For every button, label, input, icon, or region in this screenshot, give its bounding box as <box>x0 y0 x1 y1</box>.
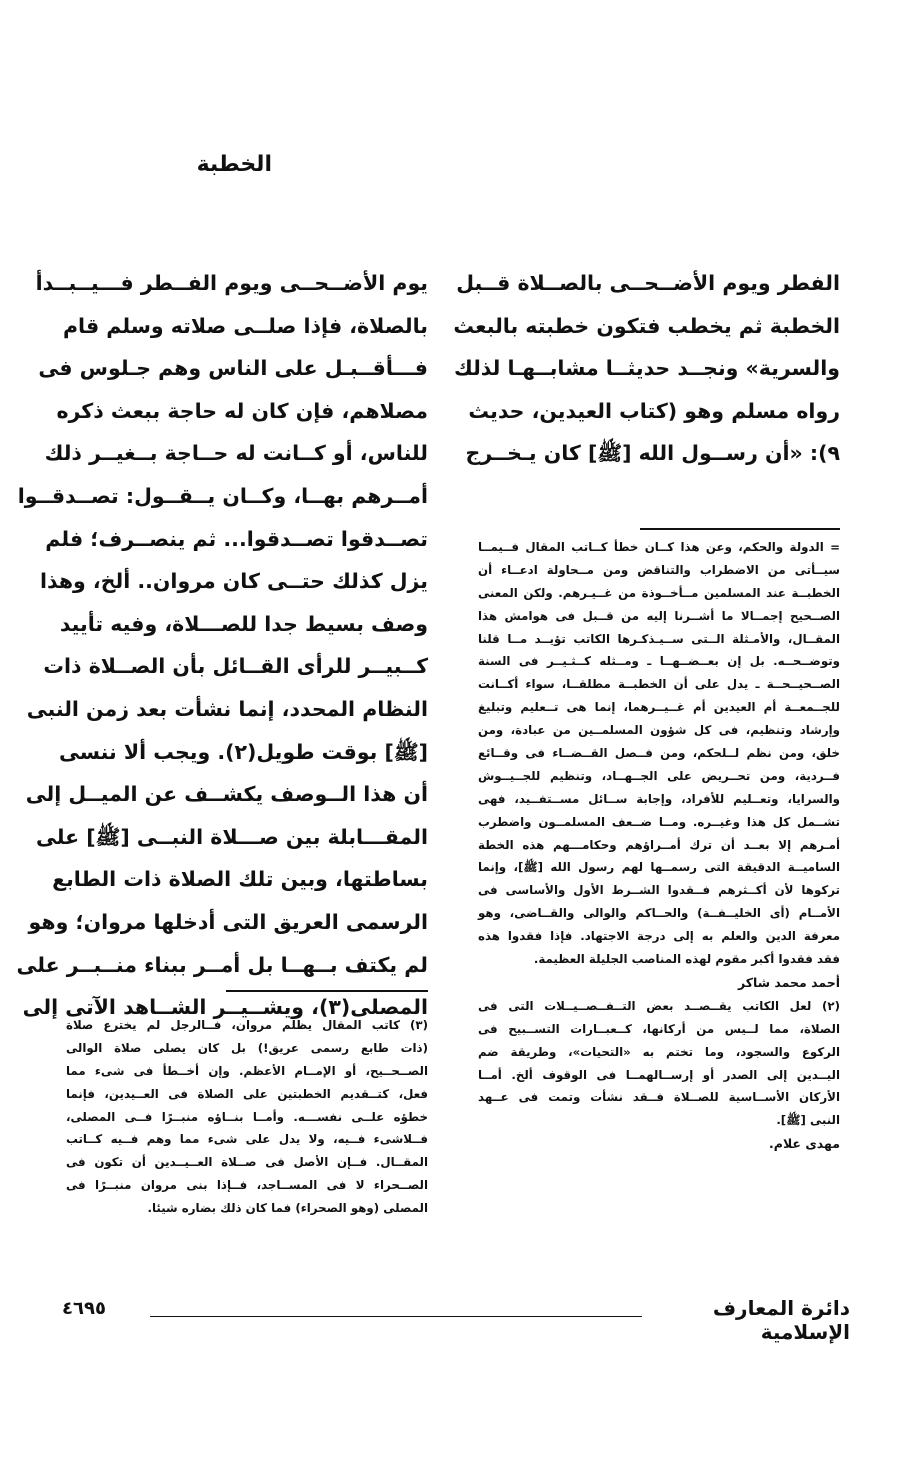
footnote-line: اليــدين إلى الصدر أو إرســالهمــا فى الوقوف ألخ. أمــا <box>478 1067 840 1082</box>
text-line: أن هذا الــوصف يكشــف عن الميــل إلى <box>25 782 428 807</box>
text-line: بالصلاة، فإذا صلــى صلاته وسلم قام <box>62 313 428 338</box>
footnote-line: المقــال. فــإن الأصل فى صــلاة العــيــدين أن تكون فى <box>66 1155 428 1170</box>
footnote-line: الصــحراء لا فى المســاجد، فــإذا بنى مروان منبــرًا فى <box>66 1178 428 1193</box>
text-line: يوم الأضــحــى ويوم الفــطر فـــيــبــدأ <box>35 271 428 295</box>
footnote-line: (٣) كاتب المقال يظلم مروان، فــالرجل لم يخترع صلاة <box>66 1018 428 1032</box>
footnote-line: فــردية، ومن تحــريض على الجــهــاد، وتنظيم للجــيــوش <box>478 768 840 783</box>
footnote-line: = الدولة والحكم، وعن هذا كــان خطأ كــاتب المقال فــيمــا <box>478 540 840 554</box>
footnote-line: (ذات طابع رسمى عريق!) بل كان يصلى صلاة الوالى <box>66 1040 428 1055</box>
footnote-divider-left <box>226 990 428 992</box>
footer-rule <box>150 1316 642 1317</box>
text-line: مصلاهم، فإن كان له حاجة ببعث ذكره <box>56 398 428 423</box>
footnote-line: وإرشاد وتنظيم، فى كل شؤون المسلمــين من عبادة، ومن <box>478 723 840 738</box>
footnote-divider-right <box>640 528 840 530</box>
text-line: للناس، أو كــانت له حــاجة بــغيــر ذلك <box>44 441 428 466</box>
text-line: يزل كذلك حتــى كان مروان.. ألخ، وهذا <box>39 569 428 594</box>
footer-encyclopedia-title: دائرة المعارف الإسلامية <box>712 1296 850 1344</box>
footnote-line: الساميــة الدقيقة التى رسمــها لهم رسول الله [ﷺ]، وإنما <box>478 860 840 875</box>
footnote-line: خطؤه علــى نفســـه. وأمــا بنــاؤه منبــرًا فــى المصلى، <box>66 1109 428 1124</box>
footnote-signature: مهدى علام. <box>769 1136 840 1152</box>
text-line: لم يكتف بــهــا بل أمــر ببناء منــبــر على <box>16 952 428 977</box>
text-line: تصــدقوا تصــدقوا... ثم ينصــرف؛ فلم <box>45 526 428 551</box>
footnote-line: النبى [ﷺ]. <box>776 1113 840 1128</box>
text-line: الفطر ويوم الأضــحــى بالصــلاة قــبل <box>456 271 840 295</box>
footnote-line: معرفة الدين والعلم به إلى درجة الاجتهاد. فإذا فقدوا هذه <box>478 929 840 944</box>
text-line: الرسمى العريق التى أدخلها مروان؛ وهو <box>28 909 428 934</box>
footnote-line: الركوع والسجود، وما تختم به «التحيات»، وطريقة ضم <box>478 1044 840 1059</box>
text-line: بساطتها، وبين تلك الصلاة ذات الطابع <box>52 867 428 892</box>
text-line: النظام المحدد، إنما نشأت بعد زمن النبى <box>26 696 428 721</box>
footnote-line: فقد فقدوا أكبر مقوم لهذه المناصب الجليلة العظيمة. <box>533 952 840 967</box>
footnote-line: الصــحــيح، أو الإمــام الأعظم. وإن أخــطأ فى شىء مما <box>66 1063 428 1078</box>
text-line: [ﷺ] بوقت طويل(٢). ويجب ألا ننسى <box>59 739 428 764</box>
footnote-line: (٢) لعل الكاتب يقــصــد بعض التــفــصــيــلات التى فى <box>478 998 840 1013</box>
text-line: رواه مسلم وهو (كتاب العيدين، حديث <box>468 398 840 423</box>
footnote-line: سيــأتى من الاضطراب والتناقض ومن مــحاولة ادعــاء أن <box>478 562 840 577</box>
footnote-line: أمـرهم إلا بعــد أن ترك أمــراؤهم وحكامـــهم هذه الخطة <box>478 837 840 852</box>
footnote-line: تركوها لأن أكــثرهم فــقدوا الشــرط الأول والأساسى فى <box>478 883 840 898</box>
page-number: ٤٦٩٥ <box>62 1298 106 1319</box>
text-line: المصلى(٣)، ويشــيــر الشــاهد الآتى إلى <box>22 995 428 1020</box>
text-line: المقـــابلة بين صـــلاة النبــى [ﷺ] على <box>36 824 428 849</box>
main-text-right-column <box>453 262 840 475</box>
text-line: ٩): «أن رســول الله [ﷺ] كان يـخــرج <box>465 441 840 466</box>
text-line: أمــرهم بهــا، وكــان يــقــول: تصــدقــوا <box>17 483 428 508</box>
footnote-line: للجــمعــة أم العيدين أم غــيــرهما، إنما هى تــعليم وتبليغ <box>478 700 840 715</box>
text-line: والسرية» ونجــد حديثــا مشابــهـا لذلك <box>454 356 840 381</box>
footnote-signature: أحمد محمد شاكر <box>738 974 840 990</box>
footnote-line: المصلى (وهو الصحراء) فما كان ذلك بضاره شيئا. <box>147 1201 428 1216</box>
text-line: الخطبة ثم يخطب فتكون خطبته بالبعث <box>453 313 840 338</box>
footnotes-left <box>66 1014 428 1220</box>
footnote-line: المقــال، والأمـثلة الــتى ســيـذكـرها الكاتب تؤيــد مــا قلنا <box>478 631 840 646</box>
footnote-line: تشــمل كل هذا وغيــره. ومــا ضــعف المسلمــون واضطرب <box>478 814 840 829</box>
running-header-title: الخطبة <box>196 152 272 177</box>
footnote-line: الأمــام (أى الخليــفــة) والحــاكم والوالى والقــاضى، وهو <box>478 906 840 921</box>
footnote-line: فعل، كتــقديم الخطبتين على الصلاة فى العــيدين، فإنما <box>66 1086 428 1101</box>
footnote-line: الصلاة، مما لــيس من أركانها، كــعبــارات التســبيح فى <box>478 1021 840 1036</box>
main-text-left-column <box>16 262 428 1029</box>
footnote-line: الأركان الأســاسية للصــلاة فــقد نشأت وتمت فى عــهد <box>478 1090 840 1105</box>
footnote-line: خلق، ومن نظم لــلحكم، ومن فــصل القــضــاء فى وقــائع <box>478 746 840 761</box>
text-line: كــبيــر للرأى القــائل بأن الصــلاة ذات <box>43 654 428 679</box>
footnote-line: الصــحيــحــة ـ يدل على أن الخطبــة مطلقــا، سواء أكــانت <box>478 677 840 692</box>
footnotes-right <box>478 536 840 1156</box>
footnote-line: الخطبــة عند المسلمين مــأخــوذة من غــيـرهم. ولكن المعنى <box>478 585 840 600</box>
footnote-line: الصــحيح إجمــالا ما أشــرنا إليه من قــبل فى هوامش هذا <box>478 608 840 623</box>
footnote-line: وتوضــحــه. بل إن بعــضــهــا ـ ومــثله كــثـيــر فى السنة <box>478 654 840 669</box>
text-line: وصف بسيط جدا للصـــلاة، وفيه تأييد <box>59 611 428 636</box>
footnote-line: فــلاشىء فــيه، ولا يدل على شىء مما وهم فــيه كــاتب <box>66 1132 428 1147</box>
text-line: فـــأقــبـل على الناس وهم جـلوس فى <box>38 356 428 381</box>
footnote-line: والسرايا، وتعــليم للأفراد، وإجابة ســائل مســتفــيد، فهى <box>478 791 840 806</box>
